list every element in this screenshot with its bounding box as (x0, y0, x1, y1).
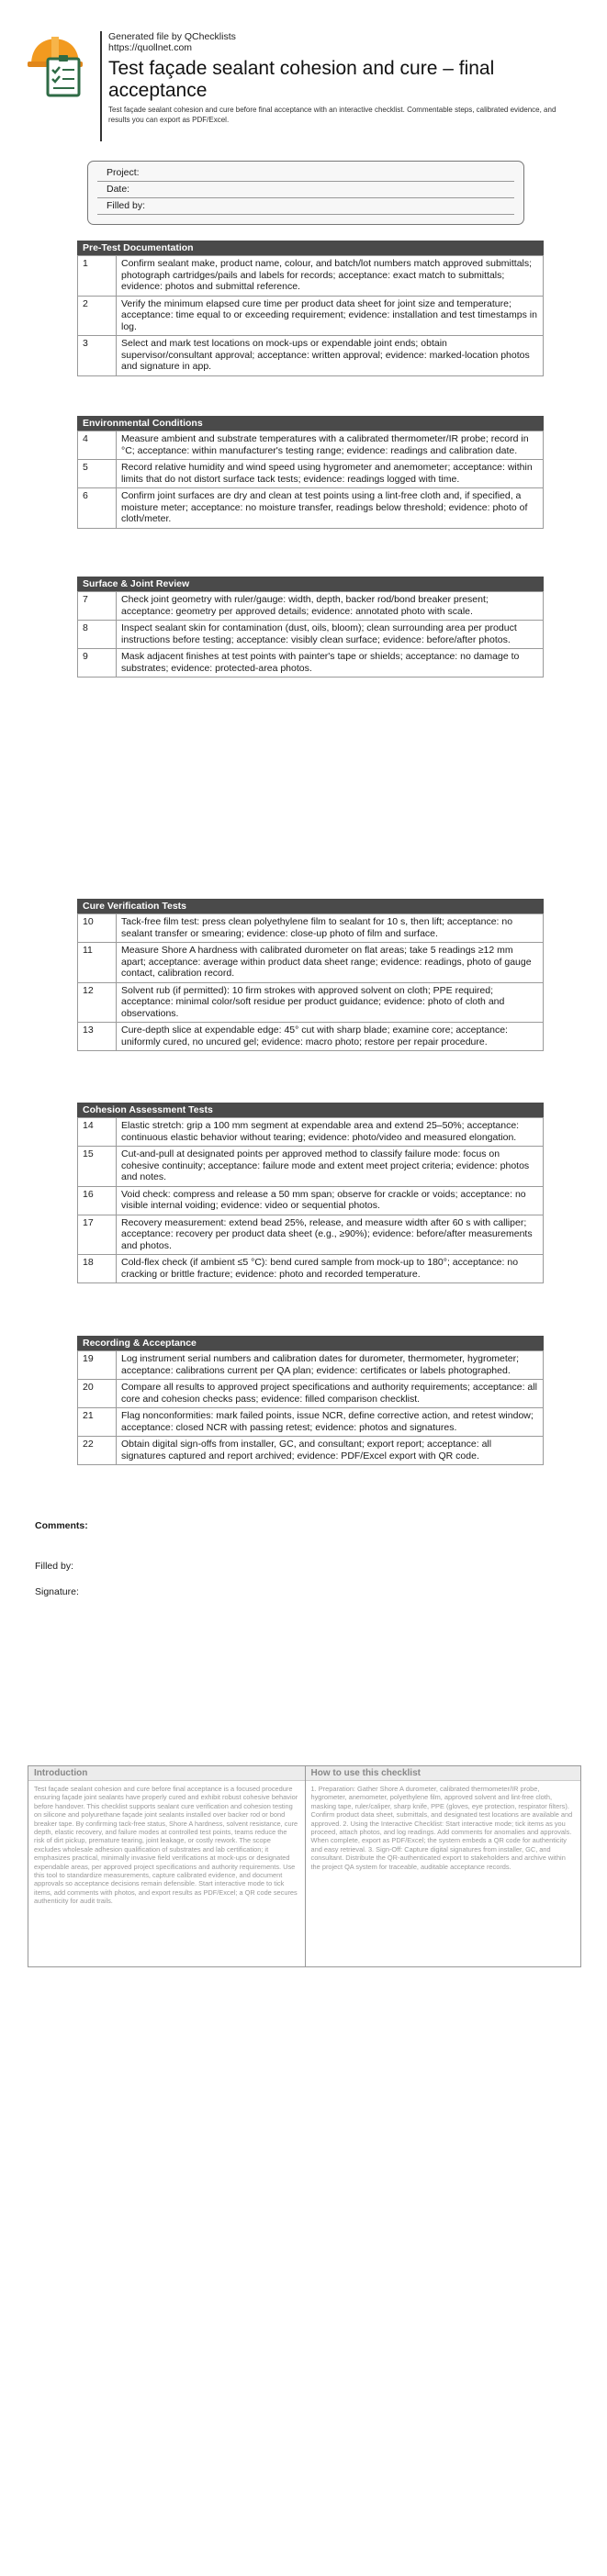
section-surface-joint-review (77, 577, 544, 678)
item-number: 21 (78, 1408, 117, 1437)
item-text: Solvent rub (if permitted): 10 firm strokes with approved solvent on cloth; PPE required; acceptance: minimal color/soft residue per product guidance; evidence: photo of cloth and observations. (117, 982, 544, 1023)
checklist-table (77, 913, 544, 1051)
item-number: 1 (78, 256, 117, 297)
item-text: Elastic stretch: grip a 100 mm segment at expendable area and extend 25–50%; acceptance: continuous elastic behavior without tearing; evidence: photo/video and measured elongation. (117, 1118, 544, 1147)
checklist-table (77, 591, 544, 678)
document-header (26, 31, 577, 141)
item-number: 6 (78, 488, 117, 529)
item-number: 11 (78, 943, 117, 983)
source-url[interactable]: https://quollnet.com (108, 42, 193, 53)
project-field[interactable]: Project: (97, 165, 514, 182)
item-number: 17 (78, 1215, 117, 1255)
item-number: 10 (78, 914, 117, 943)
item-text: Recovery measurement: extend bead 25%, release, and measure width after 60 s with calliper; acceptance: recovery per product data sheet (e.g., ≥90%); evidence: before/after measurements and photos. (117, 1215, 544, 1255)
section-title: Surface & Joint Review (77, 577, 544, 591)
table-row[interactable] (78, 1437, 544, 1465)
table-row[interactable] (78, 1408, 544, 1437)
item-number: 20 (78, 1380, 117, 1408)
introduction-text: Test façade sealant cohesion and cure before final acceptance is a focused procedure ensuring façade joint sealants have properly cured and exhibit robust cohesive behavior before handover. This checklist supports sealant cure verification and cohesion testing on silicone and polyurethane façade joint sealants installed over backer rod or bond breaker tape. By confirming tack-free status, Shore A hardness, solvent resistance, cure depth, elastic recovery, and failure modes at controlled test points, teams reduce the risk of dirt pickup, premature tearing, joint leakage, or costly rework. The scope excludes wholesale adhesion qualification of substrates and lab certification; it emphasizes practical, minimally invasive field verifications at mock-ups or designated expendable areas, per approved project specifications and authority requirements. Use this tool to standardize measurements, capture calibrated evidence, and document approvals so acceptance decisions remain defensible. Start interactive mode to tick items, add comments with photos, and export results as PDF/Excel; a QR code secures authenticity for audit trails. (34, 1785, 298, 1906)
checklist-table (77, 431, 544, 529)
item-number: 5 (78, 460, 117, 488)
item-text: Log instrument serial numbers and calibration dates for durometer, thermometer, hygrometer; acceptance: calibrations current per QA plan; evidence: certificates or labels photographed. (117, 1351, 544, 1380)
table-row[interactable] (78, 943, 544, 983)
table-row[interactable] (78, 592, 544, 621)
item-number: 8 (78, 621, 117, 649)
section-cure-verification-tests (77, 899, 544, 1051)
item-text: Cold-flex check (if ambient ≤5 °C): bend cured sample from mock-up to 180°; acceptance: no cracking or brittle fracture; evidence: photo and recorded temperature. (117, 1255, 544, 1283)
filled-by-field[interactable]: Filled by: (97, 198, 514, 215)
table-row[interactable] (78, 1351, 544, 1380)
checklist-table (77, 1117, 544, 1283)
item-number: 7 (78, 592, 117, 621)
section-cohesion-assessment-tests (77, 1103, 544, 1283)
item-number: 13 (78, 1023, 117, 1051)
item-text: Obtain digital sign-offs from installer, GC, and consultant; export report; acceptance: all signatures captured and report archived; evidence: PDF/Excel export with QR code. (117, 1437, 544, 1465)
how-to-column (305, 1766, 581, 1966)
item-text: Mask adjacent finishes at test points with painter's tape or shields; acceptance: no damage to substrates; evidence: protected-area photos. (117, 649, 544, 678)
how-to-text: 1. Preparation: Gather Shore A durometer, calibrated thermometer/IR probe, hygrometer, anemometer, polyethylene film, approved solvent and lint-free cloth, masking tape, ruler/caliper, sharp knife, PPE (gloves, eye protection, respirator filters). Confirm product data sheet, submittals, and designated test locations are available and approved. 2. Using the Interactive Checklist: Start interactive mode; tick items as you proceed, attach photos, and log readings. Add comments for anomalies and approvals. When complete, export as PDF/Excel; the system embeds a QR code for authenticity and easy retrieval. 3. Sign-Off: Capture digital signatures from installer, GC, and consultant. Distribute the QR-authenticated export to stakeholders and archive within the project QA system for traceable, auditable acceptance records. (310, 1785, 573, 1871)
item-text: Cure-depth slice at expendable edge: 45° cut with sharp blade; examine core; acceptance: uniformly cured, no uncured gel; evidence: macro photo; restore per repair procedure. (117, 1023, 544, 1051)
introduction-title: Introduction (28, 1766, 305, 1781)
hardhat-checklist-icon (26, 31, 92, 97)
item-text: Measure ambient and substrate temperatures with a calibrated thermometer/IR probe; record in °C; acceptance: within manufacturer's testing range; evidence: readings and calibration date. (117, 431, 544, 460)
section-environmental-conditions (77, 416, 544, 529)
checklist-table (77, 255, 544, 376)
project-info-box (87, 161, 524, 225)
table-row[interactable] (78, 1186, 544, 1215)
table-row[interactable] (78, 1380, 544, 1408)
item-text: Confirm sealant make, product name, colour, and batch/lot numbers match approved submittals; photograph cartridges/pails and labels for records; acceptance: exact match to submittals; evidence: photos and submittal reference. (117, 256, 544, 297)
page-title: Test façade sealant cohesion and cure – final acceptance (108, 58, 495, 101)
generated-by: Generated file by QChecklists (108, 31, 236, 42)
section-title: Cohesion Assessment Tests (77, 1103, 544, 1117)
table-row[interactable] (78, 336, 544, 376)
section-title: Environmental Conditions (77, 416, 544, 431)
table-row[interactable] (78, 1118, 544, 1147)
item-text: Check joint geometry with ruler/gauge: width, depth, backer rod/bond breaker present; acceptance: geometry per approved details; evidence: annotated photo with scale. (117, 592, 544, 621)
item-number: 2 (78, 296, 117, 336)
section-pre-test-documentation (77, 241, 544, 376)
item-text: Void check: compress and release a 50 mm span; observe for crackle or voids; acceptance: no visible internal voiding; evidence: video or sequential photos. (117, 1186, 544, 1215)
comments-label[interactable]: Comments: (35, 1520, 88, 1531)
item-text: Inspect sealant skin for contamination (dust, oils, bloom); clean surrounding area per product instructions before testing; acceptance: visibly clean surface; evidence: before/after photos. (117, 621, 544, 649)
table-row[interactable] (78, 982, 544, 1023)
item-text: Compare all results to approved project specifications and authority requirements; acceptance: all core and cohesion checks pass; evidence: filled comparison checklist. (117, 1380, 544, 1408)
section-title: Pre-Test Documentation (77, 241, 544, 255)
item-text: Tack-free film test: press clean polyethylene film to sealant for 10 s, then lift; acceptance: no sealant transfer or smearing; evidence: close-up photo of film and surface. (117, 914, 544, 943)
section-title: Cure Verification Tests (77, 899, 544, 913)
section-recording-acceptance (77, 1336, 544, 1465)
table-row[interactable] (78, 488, 544, 529)
item-text: Flag nonconformities: mark failed points, issue NCR, define corrective action, and retest window; acceptance: closed NCR with passing retest; evidence: photos and signatures. (117, 1408, 544, 1437)
signature-label[interactable]: Signature: (35, 1586, 79, 1597)
table-row[interactable] (78, 256, 544, 297)
item-text: Select and mark test locations on mock-ups or expendable joint ends; obtain supervisor/consultant approval; acceptance: written approval; evidence: marked-location photos and signature in app. (117, 336, 544, 376)
page-subtitle: Test façade sealant cohesion and cure before final acceptance with an interactive checklist. Commentable steps, calibrated evidence, and results you can export as PDF/Excel. (108, 106, 556, 124)
header-divider (100, 31, 102, 141)
date-field[interactable]: Date: (97, 182, 514, 198)
table-row[interactable] (78, 1147, 544, 1187)
introduction-column (28, 1766, 305, 1966)
table-row[interactable] (78, 914, 544, 943)
item-number: 3 (78, 336, 117, 376)
table-row[interactable] (78, 1215, 544, 1255)
section-title: Recording & Acceptance (77, 1336, 544, 1350)
table-row[interactable] (78, 431, 544, 460)
checklist-table (77, 1350, 544, 1465)
table-row[interactable] (78, 621, 544, 649)
how-to-title: How to use this checklist (306, 1766, 581, 1781)
item-number: 14 (78, 1118, 117, 1147)
table-row[interactable] (78, 296, 544, 336)
table-row[interactable] (78, 1255, 544, 1283)
table-row[interactable] (78, 1023, 544, 1051)
item-number: 4 (78, 431, 117, 460)
item-number: 9 (78, 649, 117, 678)
item-text: Record relative humidity and wind speed using hygrometer and anemometer; acceptance: within limits that do not distort surface tack tests; evidence: readings logged with time. (117, 460, 544, 488)
item-number: 12 (78, 982, 117, 1023)
item-text: Cut-and-pull at designated points per approved method to classify failure mode: focus on cohesive continuity; acceptance: failure mode and extent meet project criteria; evidence: photos and notes. (117, 1147, 544, 1187)
filled-by-label[interactable]: Filled by: (35, 1561, 74, 1572)
item-number: 18 (78, 1255, 117, 1283)
item-text: Measure Shore A hardness with calibrated durometer on flat areas; take 5 readings ≥12 mm apart; acceptance: average within product data sheet range; evidence: readings, photo of gauge contact, calibration record. (117, 943, 544, 983)
table-row[interactable] (78, 649, 544, 678)
item-number: 15 (78, 1147, 117, 1187)
item-text: Confirm joint surfaces are dry and clean at test points using a lint-free cloth and, if specified, a moisture meter; acceptance: no moisture transfer, readings below threshold; evidence: photo of cloth/meter. (117, 488, 544, 529)
item-text: Verify the minimum elapsed cure time per product data sheet for joint size and temperature; acceptance: time equal to or exceeding requirement; evidence: installation and test timestamps in log. (117, 296, 544, 336)
item-number: 22 (78, 1437, 117, 1465)
item-number: 19 (78, 1351, 117, 1380)
info-panel (28, 1765, 581, 1967)
item-number: 16 (78, 1186, 117, 1215)
table-row[interactable] (78, 460, 544, 488)
